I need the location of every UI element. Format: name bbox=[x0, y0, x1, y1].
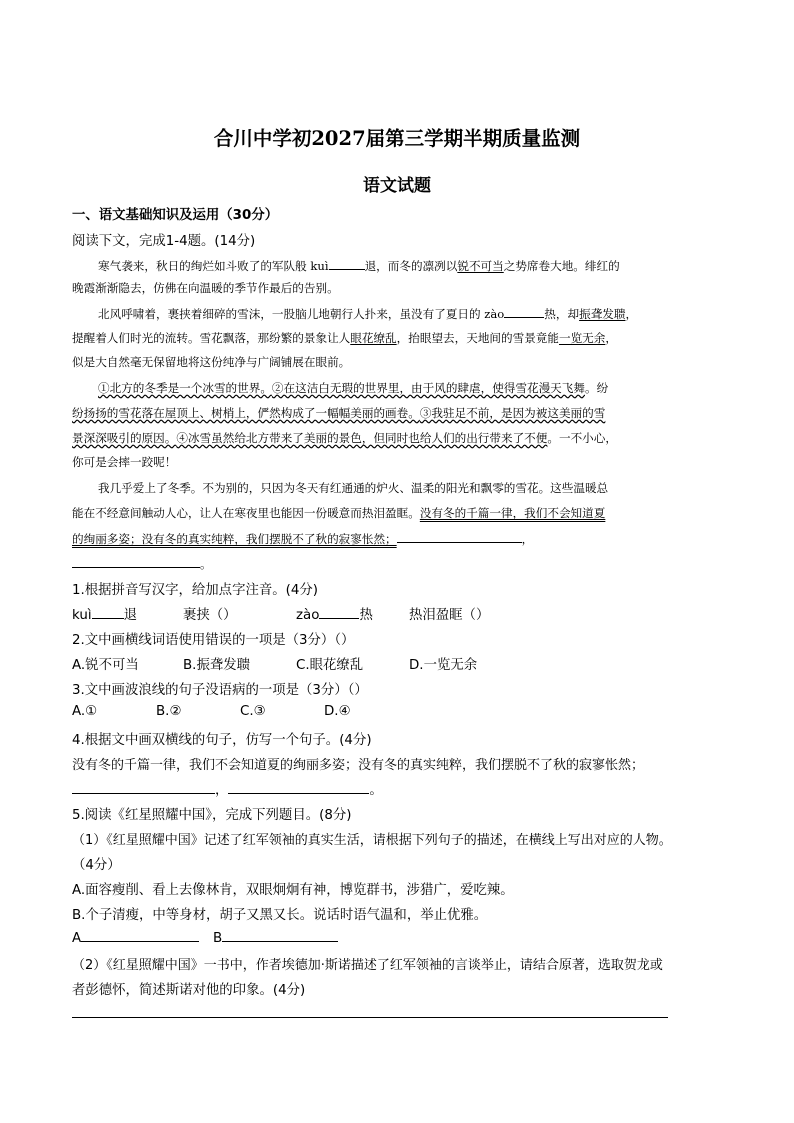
question-5-2-cont: 者彭德怀，简述斯诺对他的印象。(4分) bbox=[72, 983, 306, 998]
passage-text: 退，而冬的凛冽以 bbox=[364, 259, 458, 273]
answer-blank[interactable] bbox=[397, 530, 522, 543]
passage-text: 之势席卷大地。绯红的 bbox=[503, 259, 620, 273]
passage-line: 晚霞渐渐隐去，仿佛在向温暖的季节作最后的告别。 bbox=[72, 281, 339, 295]
question-4: 4.根据文中画双横线的句子，仿写一个句子。(4分) bbox=[72, 733, 372, 748]
passage-text: ， bbox=[625, 307, 638, 321]
passage-line: 你可是会摔一跤呢！ bbox=[72, 455, 177, 469]
q4-model-sentence: 没有冬的千篇一律，我们不会知道夏的绚丽多姿；没有冬的真实纯粹，我们摆脱不了秋的寂寥怅然； bbox=[72, 758, 645, 773]
q1-item-b: 裹挟（） bbox=[183, 608, 237, 623]
passage-text: 能在不经意间触动人心，让人在寒夜里也能因一份暖意而热泪盈眶。 bbox=[72, 506, 420, 520]
q2-option-b[interactable]: B.振聋发聩 bbox=[183, 658, 251, 673]
answer-blank[interactable] bbox=[72, 781, 215, 794]
q4-period: 。 bbox=[369, 783, 383, 798]
answer-blank[interactable] bbox=[504, 305, 544, 318]
exam-title: 合川中学初2027届第三学期半期质量监测 bbox=[213, 127, 581, 150]
q5-answer-b bbox=[213, 929, 338, 946]
passage-line: 我几乎爱上了冬季。不为别的，只因为冬天有红通通的炉火、温柔的阳光和飘零的雪花。这些温暖总 bbox=[98, 481, 609, 495]
q1-item-c bbox=[296, 604, 373, 623]
q5-description-a: A.面容瘦削、看上去像林肯，双眼炯炯有神，博览群书，涉猎广，爱吃辣。 bbox=[72, 883, 514, 898]
passage-text: 。 bbox=[200, 557, 212, 571]
q4-answer-line bbox=[72, 779, 383, 798]
passage-line bbox=[72, 555, 212, 572]
q2-option-c[interactable]: C.眼花缭乱 bbox=[296, 658, 364, 673]
question-1: 1.根据拼音写汉字，给加点字注音。(4分) bbox=[72, 583, 318, 598]
answer-blank[interactable] bbox=[81, 929, 199, 942]
question-3: 3.文中画波浪线的句子没语病的一项是（3分）（） bbox=[72, 683, 368, 698]
q5-description-b: B.个子清瘦，中等身材，胡子又黑又长。说话时语气温和，举止优雅。 bbox=[72, 908, 488, 923]
answer-blank[interactable] bbox=[222, 929, 338, 942]
exam-subtitle: 语文试题 bbox=[363, 176, 431, 196]
answer-blank[interactable] bbox=[319, 606, 359, 619]
question-5-1: （1）《红星照耀中国》记述了红军领袖的真实生活，请根据下列句子的描述，在横线上写出对应的人物。 bbox=[72, 833, 672, 848]
answer-blank[interactable] bbox=[329, 257, 365, 270]
q3-option-c[interactable]: C.③ bbox=[240, 704, 266, 719]
pinyin: zào bbox=[296, 608, 320, 623]
wavy-sentence: ④冰雪虽然给北方带来了美丽的景色，但同时也给人们的出行带来了不便 bbox=[176, 431, 548, 445]
passage-text: ， bbox=[605, 331, 617, 345]
q3-option-b[interactable]: B.② bbox=[156, 704, 182, 719]
passage-line bbox=[98, 305, 637, 322]
wavy-sentence: ①北方的冬季是一个冰雪的世界。 bbox=[98, 381, 272, 395]
question-5-2: （2）《红星照耀中国》一书中，作者埃德加·斯诺描述了红军领袖的言谈举止，请结合原著，选取贺龙或 bbox=[72, 958, 663, 973]
q1-char: 退 bbox=[123, 608, 137, 623]
q5-answer-label: B bbox=[213, 931, 223, 946]
wavy-sentence: 景深深吸引的原因。 bbox=[72, 431, 177, 445]
passage-text: 。纷 bbox=[584, 381, 609, 395]
passage-line bbox=[98, 380, 608, 396]
underlined-phrase: 锐不可当 bbox=[457, 259, 504, 273]
q1-char: 热 bbox=[359, 608, 373, 623]
q1-item-a bbox=[72, 604, 137, 623]
passage-text: 寒气袭来，秋日的绚烂如斗败了的军队般 kuì bbox=[98, 259, 329, 273]
section-heading: 一、语文基础知识及运用（30分） bbox=[72, 208, 279, 223]
question-5: 5.阅读《红星照耀中国》，完成下列题目。(8分) bbox=[72, 808, 352, 823]
passage-text: ， bbox=[521, 532, 534, 546]
q3-option-a[interactable]: A.① bbox=[72, 704, 98, 719]
passage-line bbox=[72, 405, 605, 421]
q5-answer-label: A bbox=[72, 931, 82, 946]
passage-text: ，抬眼望去，天地间的雪景竟能 bbox=[396, 331, 559, 345]
passage-text: 。一不小心， bbox=[547, 431, 617, 445]
pinyin: kuì bbox=[72, 608, 92, 623]
passage-line bbox=[72, 505, 605, 521]
q2-option-d[interactable]: D.一览无余 bbox=[409, 658, 478, 673]
passage-line: 似是大自然毫无保留地将这份纯净与广阔铺展在眼前。 bbox=[72, 355, 351, 369]
passage-text: 热，却 bbox=[544, 307, 580, 321]
answer-line[interactable] bbox=[72, 1017, 668, 1018]
answer-blank[interactable] bbox=[72, 555, 200, 568]
passage-line bbox=[72, 530, 533, 547]
underlined-phrase: 一览无余 bbox=[558, 331, 606, 345]
answer-blank[interactable] bbox=[228, 781, 369, 794]
passage-text: 提醒着人们时光的流转。雪花飘落，那纷繁的景象让人 bbox=[72, 331, 351, 345]
double-underlined-sentence: 没有冬的千篇一律，我们不会知道夏 bbox=[419, 506, 606, 520]
underlined-phrase: 振聋发聩 bbox=[579, 307, 626, 321]
passage-line bbox=[72, 430, 617, 446]
passage-line bbox=[98, 257, 620, 274]
question-5-1-score: （4分） bbox=[72, 858, 121, 873]
q5-answer-a bbox=[72, 929, 199, 946]
q3-option-d[interactable]: D.④ bbox=[324, 704, 351, 719]
reading-intro: 阅读下文，完成1-4题。(14分) bbox=[72, 234, 256, 249]
passage-line bbox=[72, 330, 617, 346]
wavy-sentence: ②在这洁白无瑕的世界里，由于风的肆虐，使得雪花漫天飞舞 bbox=[271, 381, 585, 395]
q1-item-d: 热泪盈眶（） bbox=[409, 608, 490, 623]
double-underlined-sentence: 的绚丽多姿；没有冬的真实纯粹，我们摆脱不了秋的寂寥怅然； bbox=[72, 532, 397, 546]
wavy-sentence: ③我驻足不前，是因为被这美丽的雪 bbox=[419, 406, 606, 420]
underlined-phrase: 眼花缭乱 bbox=[350, 331, 397, 345]
q2-option-a[interactable]: A.锐不可当 bbox=[72, 658, 139, 673]
question-2: 2.文中画横线词语使用错误的一项是（3分）（） bbox=[72, 633, 355, 648]
passage-text: 北风呼啸着，裹挟着细碎的雪沫，一股脑儿地朝行人扑来，虽没有了夏日的 zào bbox=[98, 307, 505, 321]
wavy-sentence: 纷扬扬的雪花落在屋顶上、树梢上，俨然构成了一幅幅美丽的画卷。 bbox=[72, 406, 420, 420]
q4-comma: ， bbox=[215, 783, 229, 798]
answer-blank[interactable] bbox=[92, 606, 124, 619]
